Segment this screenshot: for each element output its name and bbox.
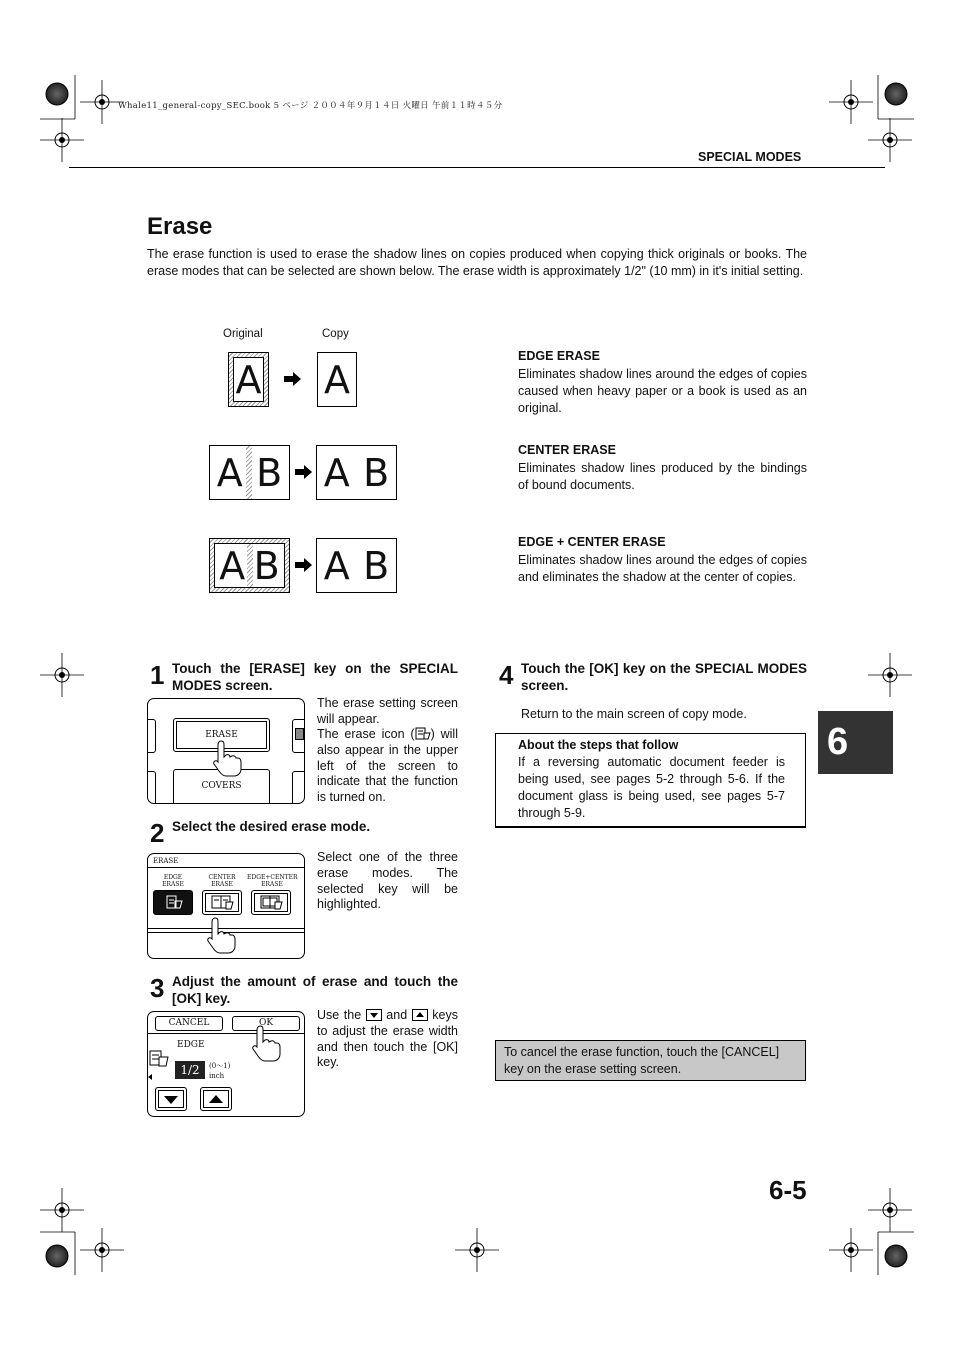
step-title-1: Touch the [ERASE] key on the SPECIAL MODES screen.: [172, 661, 458, 693]
step-title-2: Select the desired erase mode.: [172, 819, 371, 834]
chapter-tab: 6: [818, 711, 893, 774]
step-number-4: 4: [499, 660, 514, 690]
erase-width-value: 1/2: [175, 1061, 205, 1079]
note-box: [495, 733, 806, 828]
edge-center-erase-icon: [252, 891, 290, 914]
letter-a: A: [324, 357, 350, 402]
step-number-1: 1: [150, 660, 165, 690]
step-3-body-post: keys to adjust the erase width and then touch the [OK] key.: [317, 1008, 458, 1070]
step-4-body: Return to the main screen of copy mode.: [521, 707, 747, 721]
right-key-edge: [292, 719, 305, 753]
letter-a: A: [233, 357, 264, 402]
letter-b: B: [256, 450, 283, 495]
mode-desc-both: Eliminates shadow lines around the edges of copies and eliminates the shadow at the center of copies.: [518, 553, 807, 584]
step-3-body-pre: Use the: [317, 1008, 366, 1022]
screen-special-modes: [147, 698, 305, 804]
hand-pointer-icon: [251, 1024, 285, 1066]
left-arrow-icon: [148, 1074, 152, 1080]
edge-erase-icon: [154, 891, 192, 914]
letter-b: B: [363, 450, 390, 495]
mode-title-edge: EDGE ERASE: [518, 349, 600, 363]
hand-pointer-icon: [206, 916, 240, 958]
increase-key[interactable]: [200, 1087, 232, 1111]
right-key-edge: [292, 771, 305, 804]
center-erase-key[interactable]: [202, 890, 242, 915]
step-3-body-mid: and: [381, 1008, 412, 1022]
copy-label: Copy: [322, 328, 349, 340]
left-key-edge: [147, 771, 156, 804]
step-2-body: Select one of the three erase modes. The selected key will be highlighted.: [317, 850, 458, 912]
step-1-body-b-post: ) will also appear in the upper left of the screen to indicate that the function is turned on.: [317, 727, 458, 805]
step-title-4: Touch the [OK] key on the SPECIAL MODES screen.: [521, 661, 807, 693]
original-page-center: [209, 445, 290, 500]
edge-erase-key[interactable]: [153, 890, 193, 915]
edge-label: EDGE: [177, 1040, 205, 1050]
erase-unit: inch: [209, 1072, 225, 1080]
mode-desc-center: Eliminates shadow lines produced by the bindings of bound documents.: [518, 461, 807, 492]
copy-page-center: [316, 445, 397, 500]
screen-erase-modes: [147, 853, 305, 959]
center-shadow: [247, 544, 253, 587]
edge-erase-label: EDGE ERASE: [162, 874, 184, 888]
center-erase-icon: [203, 891, 241, 914]
copy-page-edge: [317, 352, 357, 407]
decrease-key[interactable]: [155, 1087, 187, 1111]
mode-title-center: CENTER ERASE: [518, 443, 616, 457]
step-number-2: 2: [150, 818, 165, 848]
erase-screen-header: ERASE: [153, 857, 179, 865]
cancel-key[interactable]: CANCEL: [155, 1016, 223, 1031]
arrow-icon: [284, 372, 302, 386]
erase-icon: [148, 1049, 172, 1071]
step-number-3: 3: [150, 973, 165, 1003]
letter-a: A: [323, 543, 350, 588]
step-3-body: [317, 1008, 458, 1071]
page-number: 6-5: [769, 1175, 807, 1205]
step-1-body-b-pre: The erase icon (: [317, 727, 415, 741]
section-title: SPECIAL MODES: [698, 150, 802, 164]
hand-pointer-icon: [212, 739, 244, 779]
ok-key[interactable]: OK: [232, 1016, 300, 1031]
cancel-note: To cancel the erase function, touch the [CANCEL] key on the erase setting screen.: [495, 1040, 806, 1081]
intro-paragraph: The erase function is used to erase the shadow lines on copies produced when copying thick originals or books. The erase modes that can be selected are shown below. The erase width is approximately 1/2" (10 mm) in it's initial setting.: [147, 247, 807, 278]
original-page-both: [209, 538, 290, 593]
edge-center-erase-key[interactable]: [251, 890, 291, 915]
left-key-edge: [147, 719, 156, 753]
down-key-icon: [366, 1009, 382, 1021]
erase-range: (0〜1): [209, 1062, 231, 1070]
arrow-icon: [295, 558, 313, 572]
letter-a: A: [216, 450, 243, 495]
copy-page-both: [316, 538, 397, 593]
covers-key[interactable]: COVERS: [173, 769, 270, 804]
step-1-body-b: [317, 727, 458, 806]
up-triangle-icon: [201, 1088, 231, 1110]
page-icon: [295, 728, 304, 740]
letter-b: B: [363, 543, 390, 588]
down-triangle-icon: [156, 1088, 186, 1110]
mode-desc-edge: Eliminates shadow lines around the edges of copies caused when heavy paper or a book is used as an original.: [518, 367, 807, 415]
letter-a: A: [219, 543, 246, 588]
original-page-edge: [228, 352, 269, 407]
erase-icon: [415, 727, 431, 740]
center-shadow: [246, 446, 252, 499]
file-info-line: Whale11_general-copy_SEC.book 5 ページ ２００４年９月１４日 火曜日 午前１１時４５分: [118, 101, 503, 111]
step-1-body-a: The erase setting screen will appear.: [317, 696, 458, 726]
arrow-icon: [295, 465, 313, 479]
original-page-inner: [214, 543, 285, 588]
letter-b: B: [253, 543, 280, 588]
erase-key[interactable]: ERASE: [173, 718, 270, 752]
page-title: Erase: [147, 213, 213, 240]
header-divider: [148, 867, 304, 868]
original-label: Original: [223, 328, 263, 340]
step-title-3: Adjust the amount of erase and touch the [OK] key.: [172, 974, 458, 1006]
edge-center-erase-label: EDGE+CENTER ERASE: [247, 874, 298, 888]
header-rule: [69, 167, 885, 168]
note-title: About the steps that follow: [518, 738, 679, 752]
up-key-icon: [412, 1009, 428, 1021]
screen-erase-width: [147, 1011, 305, 1117]
mode-title-both: EDGE + CENTER ERASE: [518, 535, 666, 549]
letter-a: A: [323, 450, 350, 495]
note-text: If a reversing automatic document feeder is being used, see pages 5-2 through 5-6. If the document glass is being used, see pages 5-7 through 5-9.: [518, 755, 785, 820]
center-erase-label: CENTER ERASE: [208, 874, 236, 888]
